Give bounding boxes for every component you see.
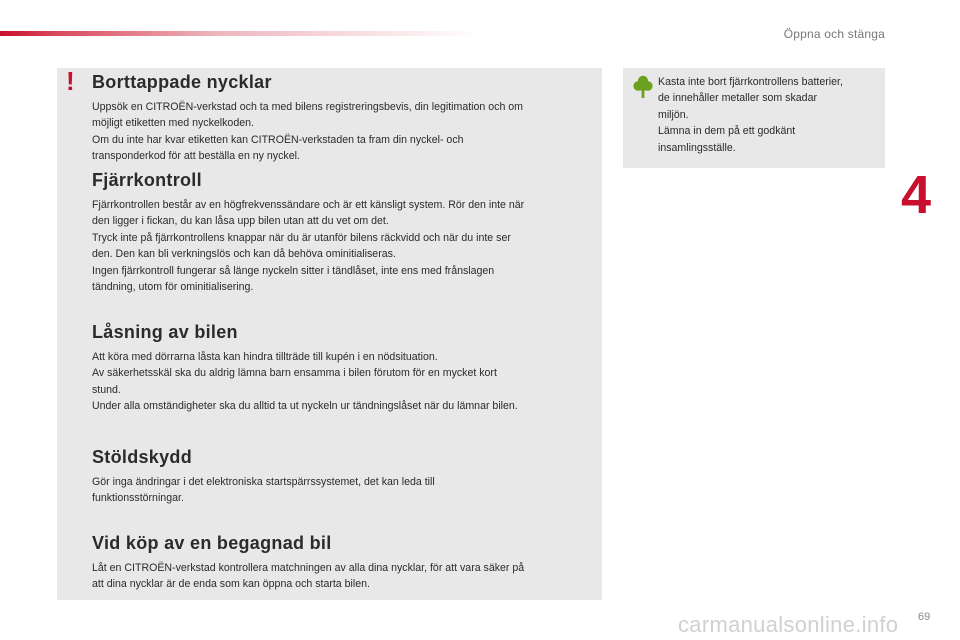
section-theft-protection: [92, 447, 598, 507]
section-title: Stöldskydd: [92, 447, 193, 467]
eco-note-text: Kasta inte bort fjärrkontrollens batterier, de innehåller metaller som skadar miljön. Lämna in dem på ett godkänt insamlingsställe.: [658, 76, 843, 154]
warning-icon: !: [66, 66, 75, 96]
header-accent-bar: [0, 31, 480, 36]
eco-note-box: [623, 68, 885, 168]
page-number: 69: [918, 611, 931, 623]
section-remote-control: [92, 170, 598, 295]
chapter-title: Öppna och stänga: [783, 27, 885, 41]
watermark: carmanualsonline.info: [678, 612, 899, 637]
section-locking: [92, 322, 598, 415]
section-body: Låt en CITROËN-verkstad kontrollera matchningen av alla dina nycklar, för att vara säker på att dina nycklar är de enda som kan öppna och starta bilen.: [92, 562, 525, 591]
section-body: Uppsök en CITROËN-verkstad och ta med bilens registreringsbevis, din legitimation och om möjligt etiketten med nyckelkoden. Om du inte har kvar etiketten kan CITROËN-verkstaden ta fram din nyckel- och transponderkod för att beställa en ny nyckel.: [92, 101, 523, 163]
section-title: Borttappade nycklar: [92, 72, 272, 92]
section-body: Gör inga ändringar i det elektroniska startspärrssystemet, det kan leda till funktionsstörningar.: [92, 476, 435, 505]
section-title: Fjärrkontroll: [92, 170, 202, 190]
section-body: Att köra med dörrarna låsta kan hindra tillträde till kupén i en nödsituation. Av säkerhetsskäl ska du aldrig lämna barn ensamma i bilen förutom för en mycket kort stund. Under alla omständigheter ska du alltid ta ut nyckeln ur tändningslåset när du lämnar bilen.: [92, 351, 518, 413]
section-lost-keys: [92, 72, 598, 165]
section-used-car: [92, 533, 598, 593]
section-body: Fjärrkontrollen består av en högfrekvenssändare och är ett känsligt system. Rör den inte när den ligger i fickan, du kan låsa upp bilen utan att du vet om det. Tryck inte på fjärrkontrollens knappar när du är utanför bilens räckvidd och när du inte ser den. Den kan bli verkningslös och kan då behöva ominitialiseras. Ingen fjärrkontroll fungerar så länge nyckeln sitter i tändlåset, inte ens med frånslagen tändning, utom för ominitialisering.: [92, 199, 525, 294]
section-title: Vid köp av en begagnad bil: [92, 533, 332, 553]
section-title: Låsning av bilen: [92, 322, 238, 342]
tree-icon: [633, 75, 653, 99]
chapter-number: 4: [901, 165, 932, 225]
